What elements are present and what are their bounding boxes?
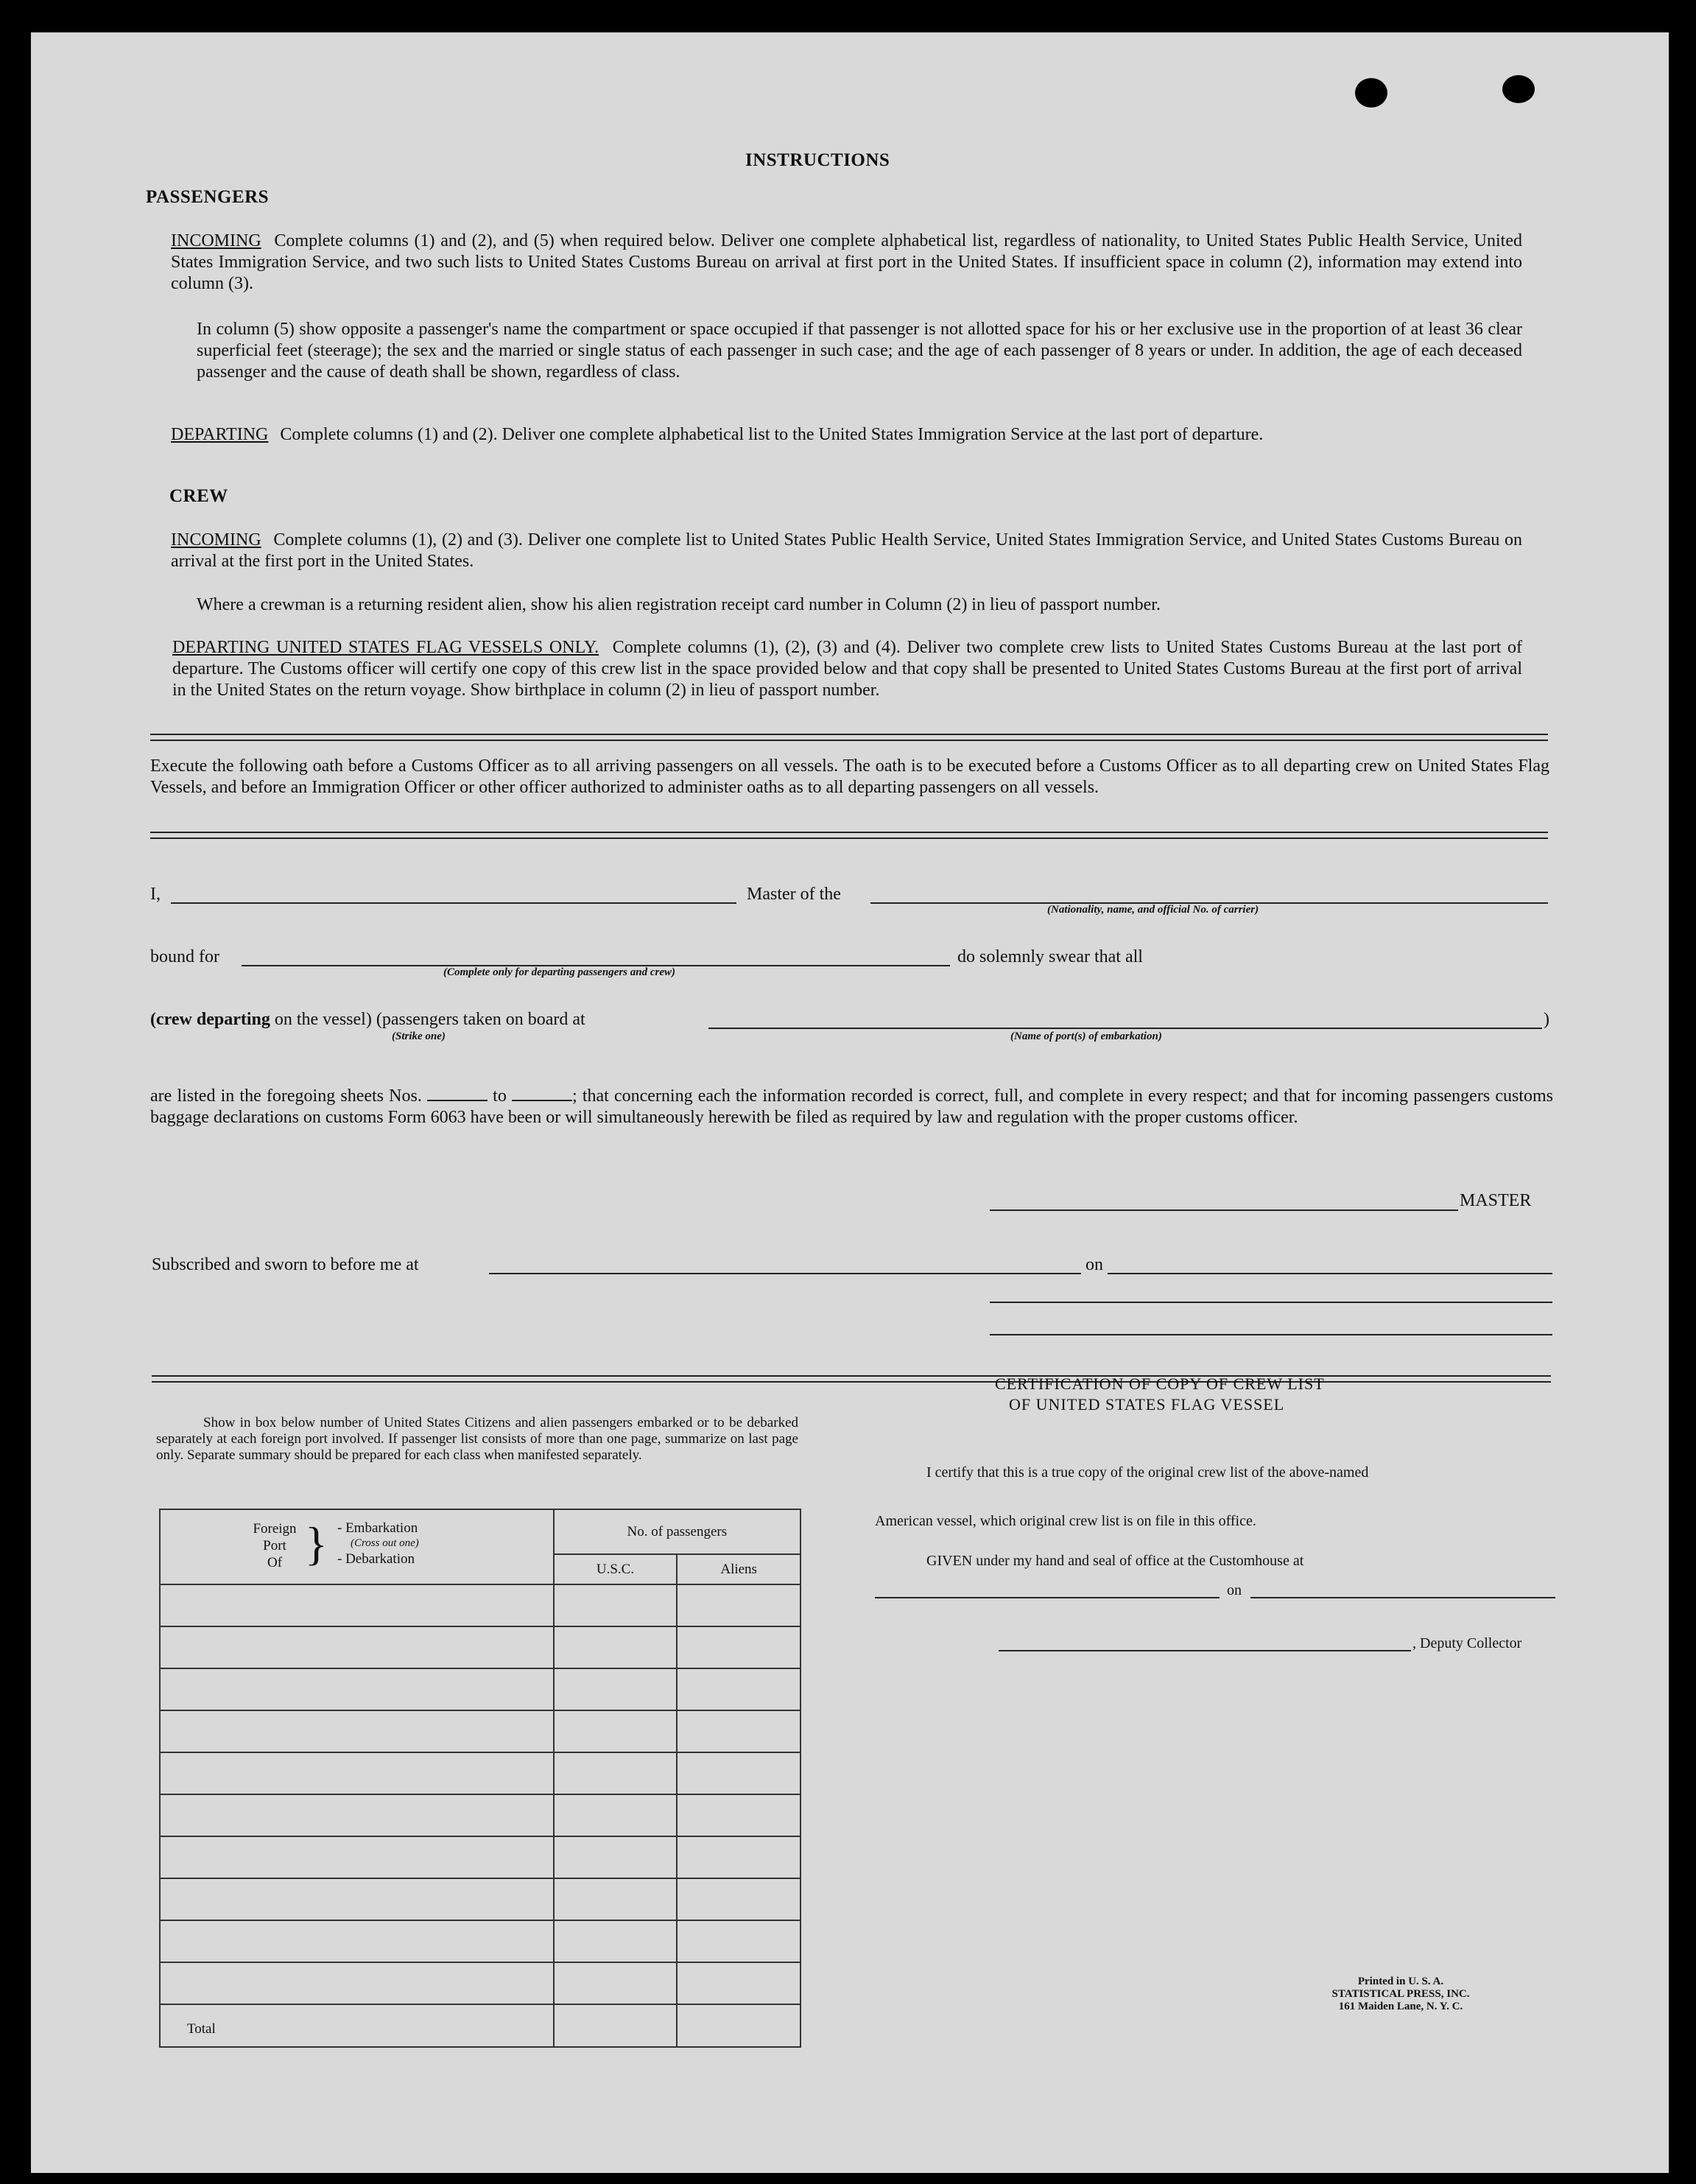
certify-line-1: I certify that this is a true copy of the original crew list of the above-named <box>926 1464 1369 1481</box>
foreign-label: Foreign <box>253 1521 297 1537</box>
flag-vessels-text: Complete columns (1), (2), (3) and (4). Deliver two complete crew lists to United States Customs Bureau at the last port of departure. The Customs officer will certify one copy of this crew list in the space provided below and that copy shall be presented to United States Customs Bureau at the first port of arrival in the United States on the return voyage. Show birthplace in column (2) in lieu of passport number. <box>172 638 1523 700</box>
passengers-heading: PASSENGERS <box>146 187 270 207</box>
aliens-cell[interactable] <box>677 1584 801 1626</box>
crew-incoming-text: Complete columns (1), (2) and (3). Deliver one complete list to United States Public Health Service, United States Immigration Service, and United States Customs Bureau on arrival at the first port in the United States. <box>171 530 1523 571</box>
total-usc-cell[interactable] <box>554 2004 678 2047</box>
on-the-vessel-label: on the vessel) <box>274 1010 372 1029</box>
port-cell[interactable] <box>160 1626 554 1668</box>
nationality-caption: (Nationality, name, and official No. of carrier) <box>1047 904 1259 916</box>
departing-label: DEPARTING <box>171 425 269 444</box>
crew-heading: CREW <box>169 486 228 506</box>
passengers-incoming-paragraph <box>171 231 1522 295</box>
usc-cell[interactable] <box>554 1962 678 2004</box>
certification-date-field[interactable] <box>1250 1597 1555 1598</box>
printed-in-usa: Printed in U. S. A. <box>1357 1976 1444 1987</box>
aliens-cell[interactable] <box>677 1626 801 1668</box>
crew-resident-paragraph: Where a crewman is a returning resident alien, show his alien registration receipt card number in Column (2) in lieu of passport number. <box>197 595 1161 614</box>
deputy-collector-label: , Deputy Collector <box>1412 1635 1522 1651</box>
crew-incoming-label: INCOMING <box>171 530 261 549</box>
summary-rows <box>160 1584 801 2004</box>
port-cell[interactable] <box>160 1584 554 1626</box>
debarkation-label: - Debarkation <box>337 1551 415 1567</box>
port-label: Port <box>263 1538 286 1553</box>
usc-cell[interactable] <box>554 1878 678 1920</box>
summary-row <box>160 1878 801 1920</box>
crew-passengers-line <box>150 1010 585 1030</box>
port-cell[interactable] <box>160 1668 554 1710</box>
certification-title-2: OF UNITED STATES FLAG VESSEL <box>1009 1395 1285 1414</box>
embarkation-label: - Embarkation <box>337 1520 418 1536</box>
printer-imprint <box>1298 1976 1504 2013</box>
flag-vessels-paragraph <box>172 637 1522 701</box>
summary-row <box>160 1668 801 1710</box>
port-cell[interactable] <box>160 1878 554 1920</box>
summary-row <box>160 1752 801 1794</box>
officer-signature-field-2[interactable] <box>990 1334 1552 1335</box>
summary-row <box>160 1920 801 1962</box>
aliens-cell[interactable] <box>677 1668 801 1710</box>
complete-only-caption: (Complete only for departing passengers and crew) <box>443 966 675 978</box>
divider-oath <box>150 832 1548 839</box>
listed-paragraph <box>150 1086 1553 1128</box>
deputy-collector-field[interactable] <box>999 1650 1411 1651</box>
port-caption: (Name of port(s) of embarkation) <box>1010 1030 1162 1042</box>
total-aliens-cell[interactable] <box>677 2004 801 2047</box>
aliens-cell[interactable] <box>677 1878 801 1920</box>
subscribed-label: Subscribed and sworn to before me at <box>152 1255 419 1274</box>
subscribed-date-field[interactable] <box>1108 1273 1552 1274</box>
certification-title-1: CERTIFICATION OF COPY OF CREW LIST <box>995 1374 1325 1393</box>
port-cell[interactable] <box>160 1752 554 1794</box>
given-line: GIVEN under my hand and seal of office at the Customhouse at <box>926 1553 1304 1569</box>
port-cell[interactable] <box>160 1962 554 2004</box>
incoming-text: Complete columns (1) and (2), and (5) when required below. Deliver one complete alphabetical list, regardless of nationality, to United States Public Health Service, United States Immigration Service, and two such lists to United States Customs Bureau on arrival at first port in the United States. If insufficient space in column (2), information may extend into column (3). <box>171 231 1522 293</box>
port-cell[interactable] <box>160 1710 554 1752</box>
listed-rest: ; that concerning each the information recorded is correct, full, and complete in every respect; and that for incoming passengers customs baggage declarations on customs Form 6063 have been or will simultaneously herewith be filed as required by law and regulation with the proper customs officer. <box>150 1086 1553 1127</box>
usc-cell[interactable] <box>554 1836 678 1878</box>
passenger-summary-table <box>159 1509 801 2048</box>
certify-line-2: American vessel, which original crew list is on file in this office. <box>875 1513 1256 1529</box>
listed-in-label: are listed in the foregoing sheets Nos. <box>150 1086 422 1106</box>
summary-row <box>160 1710 801 1752</box>
aliens-cell[interactable] <box>677 1920 801 1962</box>
summary-row <box>160 1794 801 1836</box>
close-paren: ) <box>1544 1010 1549 1029</box>
i-label: I, <box>150 885 161 904</box>
of-label: Of <box>267 1555 283 1570</box>
flag-vessels-label: DEPARTING UNITED STATES FLAG VESSELS ONLY. <box>172 638 599 657</box>
to-label: to <box>493 1086 507 1106</box>
aliens-cell[interactable] <box>677 1710 801 1752</box>
summary-row <box>160 1962 801 2004</box>
sheet-to-field[interactable] <box>512 1086 572 1101</box>
aliens-cell[interactable] <box>677 1752 801 1794</box>
usc-cell[interactable] <box>554 1584 678 1626</box>
column5-paragraph: In column (5) show opposite a passenger's name the compartment or space occupied if that passenger is not allotted space for his or her exclusive use in the proportion of at least 36 clear superficial feet (steerage); the sex and the married or single status of each passenger in such case; and the age of each passenger of 8 years or under. In addition, the age of each deceased passenger and the cause of death shall be shown, regardless of class. <box>197 320 1522 382</box>
strike-one-caption: (Strike one) <box>392 1030 446 1042</box>
certification-on-label: on <box>1227 1582 1242 1598</box>
master-signature-label: MASTER <box>1460 1191 1532 1210</box>
port-cell[interactable] <box>160 1920 554 1962</box>
port-cell[interactable] <box>160 1794 554 1836</box>
usc-cell[interactable] <box>554 1752 678 1794</box>
foreign-port-header <box>160 1509 554 1584</box>
no-of-passengers-header: No. of passengers <box>554 1509 801 1554</box>
aliens-header: Aliens <box>677 1554 801 1584</box>
summary-row <box>160 1626 801 1668</box>
passengers-departing-paragraph <box>171 424 1522 446</box>
printer-name: STATISTICAL PRESS, INC. <box>1331 1988 1470 2000</box>
bound-for-label: bound for <box>150 947 219 966</box>
divider-summary <box>152 1375 1551 1383</box>
total-label: Total <box>160 2004 554 2047</box>
sheet-from-field[interactable] <box>427 1086 488 1101</box>
officer-signature-field-1[interactable] <box>990 1302 1552 1303</box>
punch-hole-left <box>1355 78 1387 108</box>
printer-address: 161 Maiden Lane, N. Y. C. <box>1338 2001 1463 2012</box>
summary-row <box>160 1584 801 1626</box>
embarkation-port-field[interactable] <box>708 1028 1542 1029</box>
total-row <box>160 2004 801 2047</box>
aliens-cell[interactable] <box>677 1836 801 1878</box>
divider-instructions <box>150 734 1548 741</box>
aliens-cell[interactable] <box>677 1794 801 1836</box>
incoming-label: INCOMING <box>171 231 261 250</box>
master-name-field[interactable] <box>171 902 736 904</box>
usc-cell[interactable] <box>554 1710 678 1752</box>
usc-header: U.S.C. <box>554 1554 678 1584</box>
subscribed-place-field[interactable] <box>489 1273 1081 1274</box>
subscribed-on-label: on <box>1085 1255 1103 1274</box>
aliens-cell[interactable] <box>677 1962 801 2004</box>
cross-out-caption: (Cross out one) <box>351 1537 419 1549</box>
master-of-label: Master of the <box>747 885 841 904</box>
instructions-title: INSTRUCTIONS <box>745 150 890 170</box>
summary-instructions: Show in box below number of United States Citizens and alien passengers embarked or to be debarked separately at each foreign port involved. If passenger list consists of more than one page, summarize on last page only. Separate summary should be prepared for each class when manifested separately. <box>156 1415 798 1463</box>
customhouse-field[interactable] <box>875 1597 1220 1598</box>
usc-cell[interactable] <box>554 1794 678 1836</box>
summary-row <box>160 1836 801 1878</box>
punch-hole-right <box>1502 75 1535 103</box>
passengers-taken-label: (passengers taken on board at <box>376 1010 585 1029</box>
port-cell[interactable] <box>160 1836 554 1878</box>
brace-icon: } <box>305 1517 328 1570</box>
usc-cell[interactable] <box>554 1626 678 1668</box>
master-signature-field[interactable] <box>990 1209 1458 1211</box>
usc-cell[interactable] <box>554 1668 678 1710</box>
usc-cell[interactable] <box>554 1920 678 1962</box>
oath-intro: Execute the following oath before a Customs Officer as to all arriving passengers on all vessels. The oath is to be executed before a Customs Officer as to all departing crew on United States Flag Vessels, and before an Immigration Officer or other officer authorized to administer oaths as to all departing passengers on all vessels. <box>150 756 1549 797</box>
solemnly-swear-label: do solemnly swear that all <box>957 947 1143 966</box>
crew-incoming-paragraph <box>171 530 1522 572</box>
departing-text: Complete columns (1) and (2). Deliver one complete alphabetical list to the United States Immigration Service at the last port of departure. <box>280 425 1264 444</box>
crew-departing-label: (crew departing <box>150 1010 270 1029</box>
form-sheet <box>31 32 1669 2173</box>
